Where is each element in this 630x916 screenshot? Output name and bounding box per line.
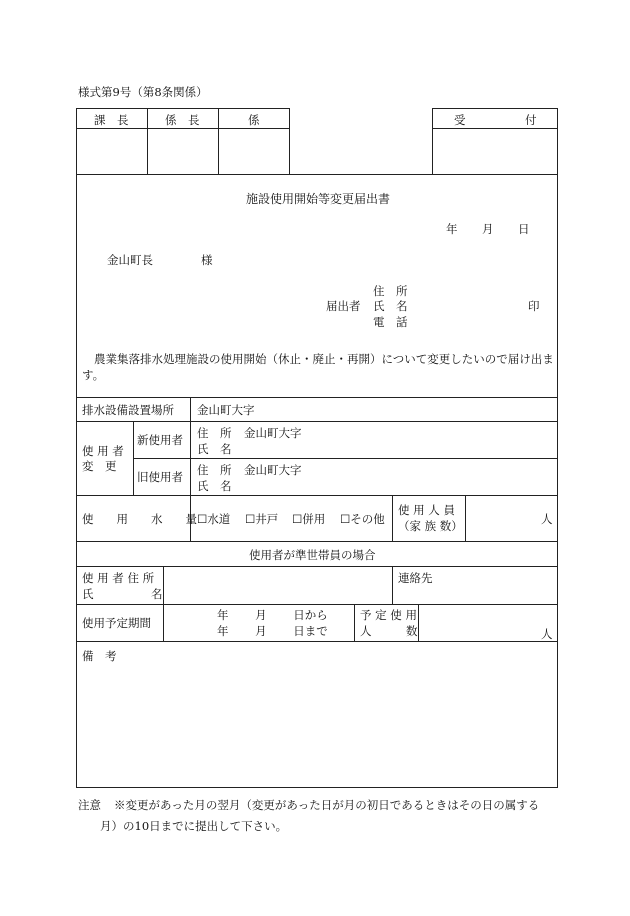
- planned-users-unit: 人: [541, 627, 553, 641]
- planned-users-label-1: 予 定 使 用: [360, 608, 417, 622]
- note-line2: 月）の10日までに提出して下さい。: [100, 819, 288, 833]
- addressee-honorific: 様: [201, 253, 213, 267]
- option-combined: ☐併用: [292, 512, 326, 526]
- date-day: 日: [518, 222, 530, 236]
- body-text-line2: す。: [82, 368, 105, 382]
- location-value: 金山町大字: [197, 403, 255, 417]
- seal-mark: 印: [528, 299, 540, 313]
- approval-chief: 課 長: [94, 113, 129, 127]
- option-well: ☐井戸: [245, 512, 279, 526]
- contact-label: 連絡先: [398, 571, 433, 585]
- form-number: 様式第9号（第8条関係）: [78, 85, 208, 99]
- new-user-label: 新使用者: [137, 433, 183, 447]
- period-from: 年 月 日から: [217, 608, 328, 622]
- date-year: 年: [446, 222, 458, 236]
- note-line1: ※変更があった月の翌月（変更があった日が月の初日であるときはその日の属する: [114, 798, 540, 812]
- quasi-header: 使用者が準世帯員の場合: [249, 548, 376, 562]
- date-month: 月: [482, 222, 494, 236]
- applicant-address-label: 住 所: [373, 284, 408, 298]
- option-tap-water: ☐水道: [197, 512, 231, 526]
- applicant-label: 届出者: [326, 299, 361, 313]
- approval-subchief: 係 長: [165, 113, 200, 127]
- new-user-address-label: 住 所: [197, 426, 232, 440]
- period-to: 年 月 日まで: [217, 624, 328, 638]
- user-change-label-1: 使 用 者: [82, 444, 124, 458]
- body-text-line1: 農業集落排水処理施設の使用開始（休止・廃止・再開）について変更したいので届け出ま: [94, 352, 554, 366]
- new-user-name-label: 氏 名: [197, 442, 232, 456]
- members-label-2: （家 族 数）: [398, 519, 463, 533]
- received-label-a: 受: [454, 113, 466, 127]
- user-change-label-2: 変 更: [82, 459, 117, 473]
- period-label: 使用予定期間: [82, 616, 151, 630]
- members-label-1: 使 用 人 員: [398, 503, 455, 517]
- old-user-name-label: 氏 名: [197, 479, 232, 493]
- remarks-label: 備 考: [82, 649, 117, 663]
- option-other: ☐その他: [340, 512, 385, 526]
- planned-users-label-2: 人 数: [360, 624, 418, 638]
- received-label-b: 付: [525, 113, 537, 127]
- approval-staff: 係: [248, 113, 260, 127]
- applicant-name-label: 氏 名: [373, 299, 408, 313]
- old-user-address-label: 住 所: [197, 463, 232, 477]
- note-label: 注意: [78, 798, 101, 812]
- members-unit: 人: [541, 512, 553, 526]
- old-user-address-value: 金山町大字: [244, 463, 302, 477]
- old-user-label: 旧使用者: [137, 470, 183, 484]
- quasi-user-label-2: 氏 名: [82, 587, 163, 601]
- new-user-address-value: 金山町大字: [244, 426, 302, 440]
- location-label: 排水設備設置場所: [82, 403, 174, 417]
- form-title: 施設使用開始等変更届出書: [246, 192, 391, 206]
- applicant-phone-label: 電 話: [373, 315, 408, 329]
- quasi-user-label-1: 使 用 者 住 所: [82, 571, 155, 585]
- addressee-name: 金山町長: [107, 253, 153, 267]
- water-usage-label: 使 用 水 量: [82, 512, 197, 526]
